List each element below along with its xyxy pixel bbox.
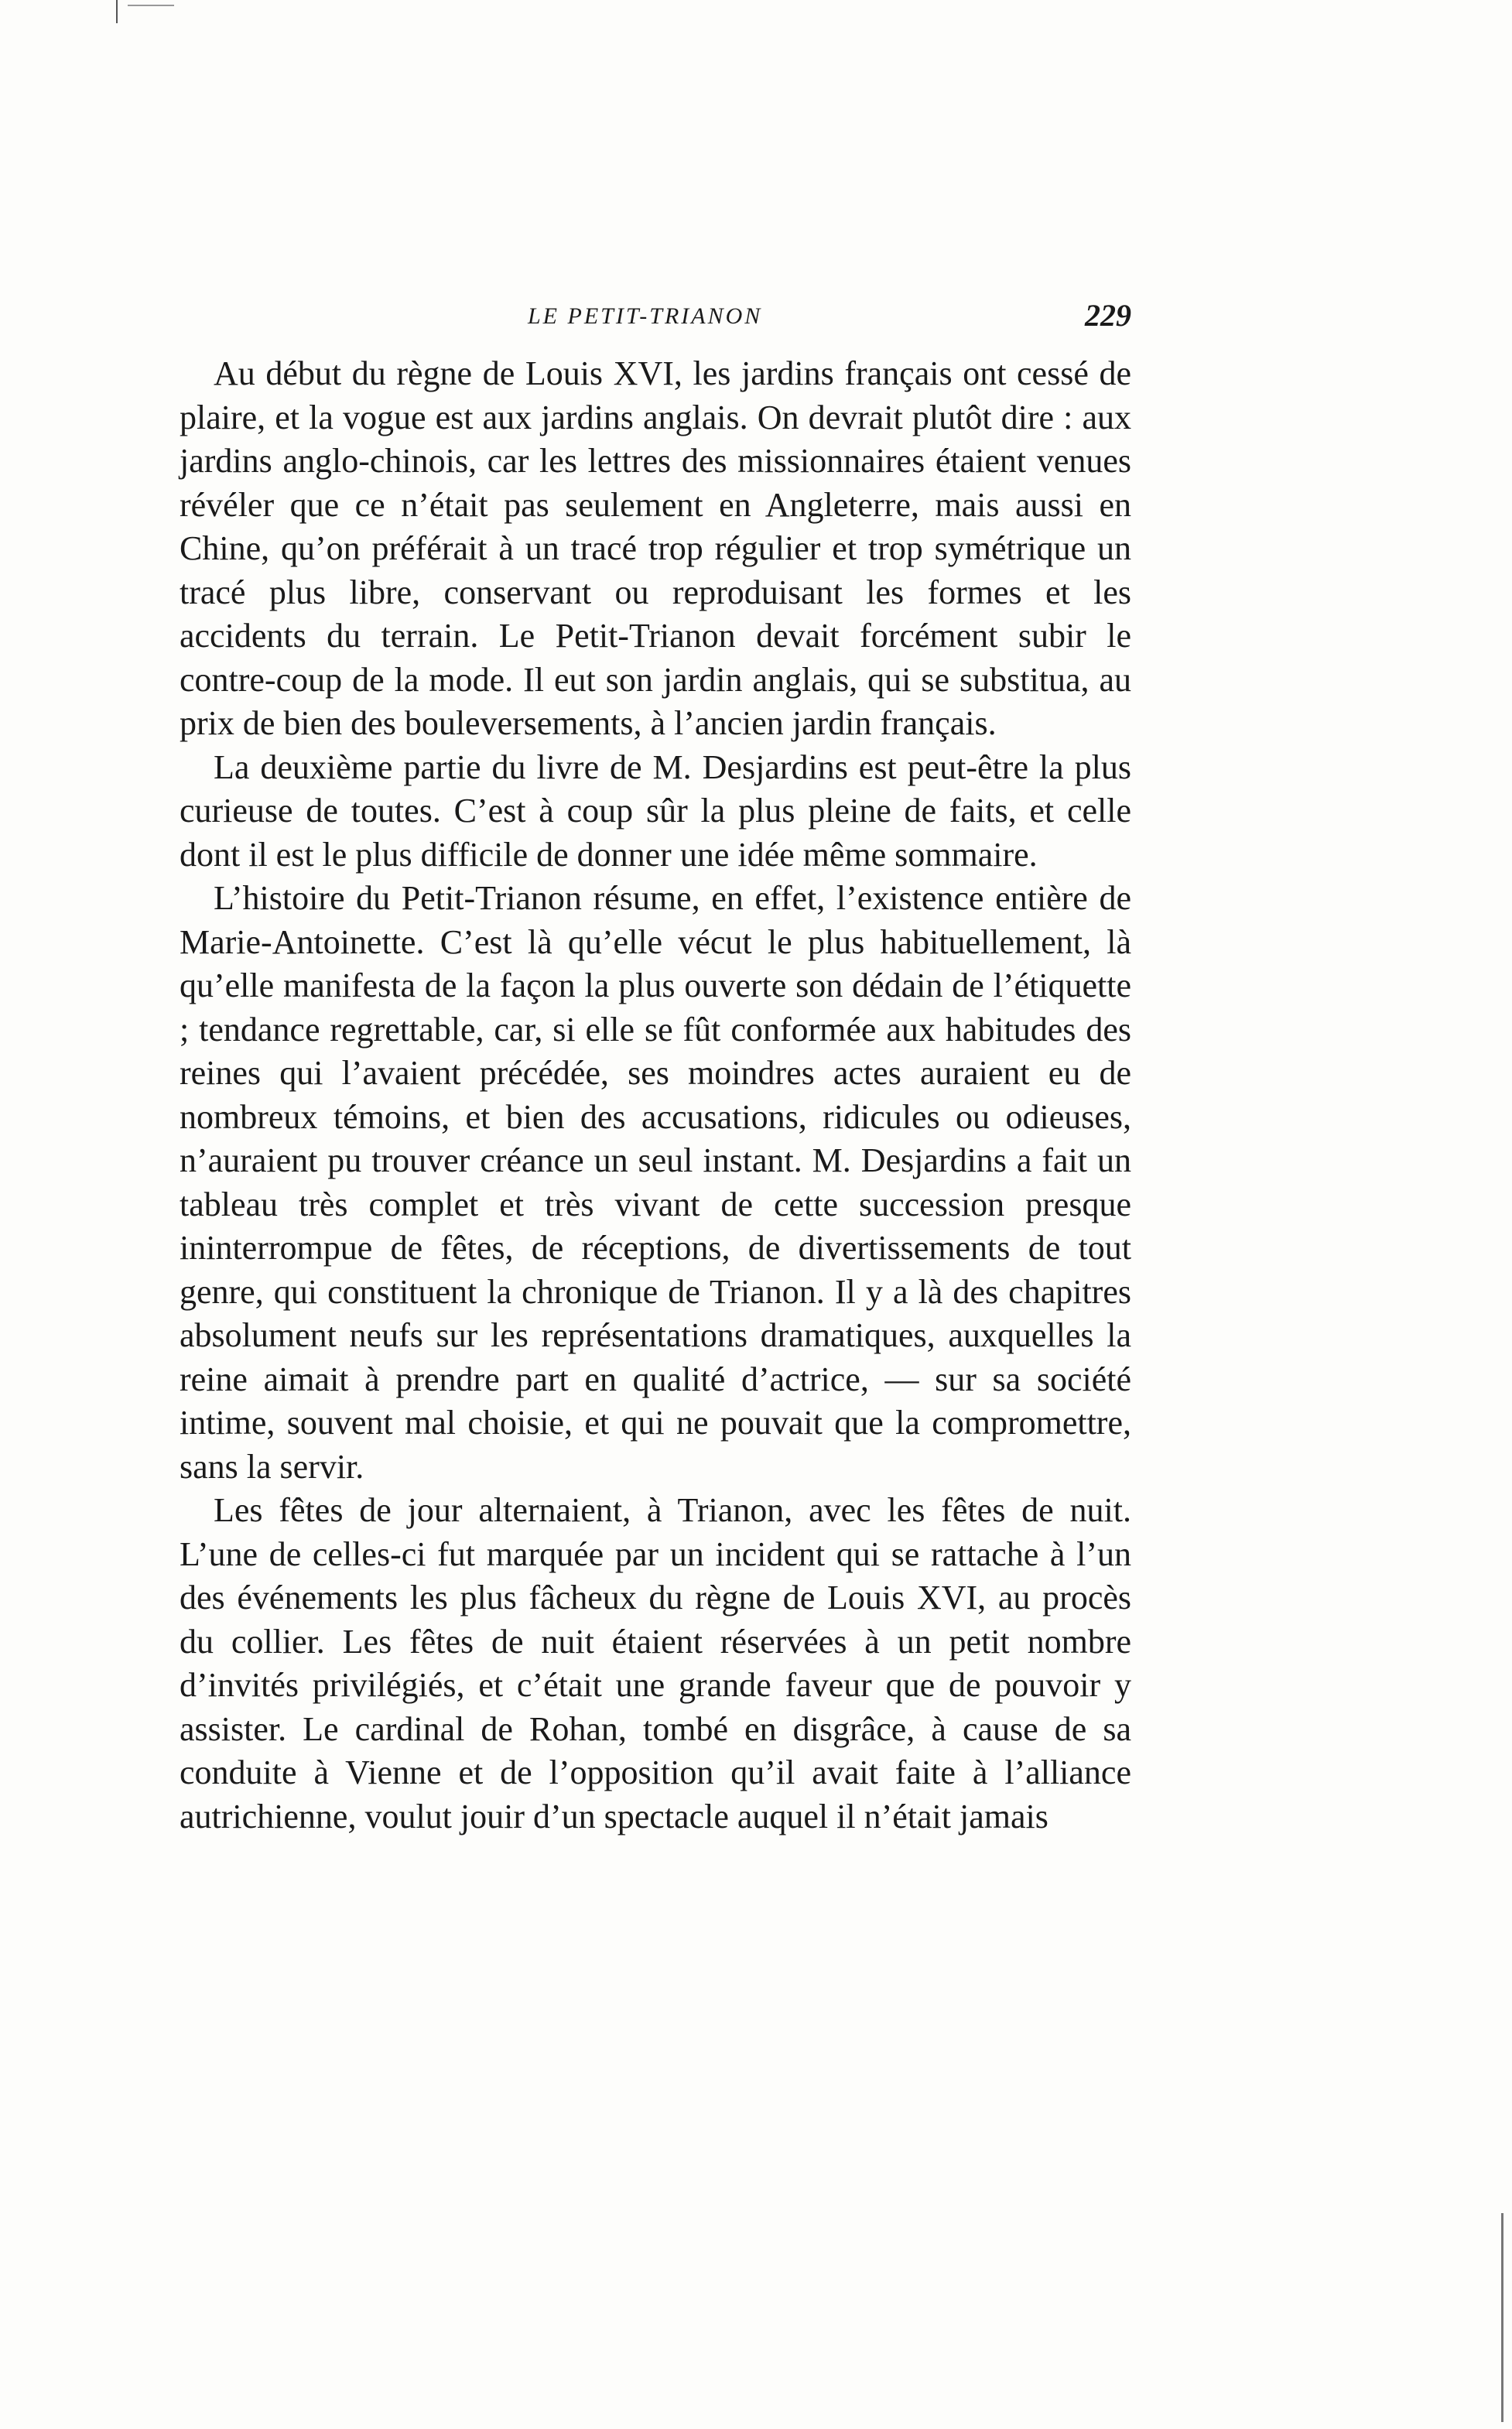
right-edge-mark [1501,2213,1503,2422]
body-text [180,352,1131,1839]
paragraph-3: L’histoire du Petit-Trianon résume, en effet, l’existence entière de Marie-Antoinette. C’est là qu’elle vécut le plus habituellement, là qu’elle manifesta de la façon la plus ouverte son dédain de l’étiquette ; tendance regrettable, car, si elle se fût conformée aux habitudes des reines qui l’avaient précédée, ses moindres actes auraient eu de nombreux témoins, et bien des accusations, ridicules ou odieuses, n’auraient pu trouver créance un seul instant. M. Desjardins a fait un tableau très complet et très vivant de cette succession presque ininterrompue de fêtes, de réceptions, de divertissements de tout genre, qui constituent la chronique de Trianon. Il y a là des chapitres absolument neufs sur les représentations dramatiques, auxquelles la reine aimait à prendre part en qualité d’actrice, — sur sa société intime, souvent mal choisie, et qui ne pouvait que la compromettre, sans la servir. [180,879,1131,1486]
paragraph-2: La deuxième partie du livre de M. Desjardins est peut-être la plus curieuse de toutes. C’est à coup sûr la plus pleine de faits, et celle dont il est le plus difficile de donner une idée même sommaire. [180,748,1131,874]
paragraph-4: Les fêtes de jour alternaient, à Trianon, avec les fêtes de nuit. L’une de celles-ci fut marquée par un incident qui se rattache à l’un des événements les plus fâcheux du règne de Louis XVI, au procès du collier. Les fêtes de nuit étaient réservées à un petit nombre d’invités privilégiés, et c’était une grande faveur que de pouvoir y assister. Le cardinal de Rohan, tombé en disgrâce, à cause de sa conduite à Vienne et de l’opposition qu’il avait faite à l’alliance autrichienne, voulut jouir d’un spectacle auquel il n’était jamais [180,1491,1131,1835]
running-header [180,298,1131,334]
paragraph-1: Au début du règne de Louis XVI, les jardins français ont cessé de plaire, et la vogue est aux jardins anglais. On devrait plutôt dire : aux jardins anglo-chinois, car les lettres des missionnaires étaient venues révéler que ce n’était pas seulement en Angleterre, mais aussi en Chine, qu’on préférait à un tracé trop régulier et trop symétrique un tracé plus libre, conservant ou reproduisant les formes et les accidents du terrain. Le Petit-Trianon devait forcément subir le contre-coup de la mode. Il eut son jardin anglais, qui se substitua, au prix de bien des bouleversements, à l’ancien jardin français. [180,354,1131,742]
top-edge-line [128,5,174,6]
running-title: LE PETIT-TRIANON [528,303,763,329]
page-number: 229 [1085,298,1131,333]
top-edge-mark [116,0,118,23]
